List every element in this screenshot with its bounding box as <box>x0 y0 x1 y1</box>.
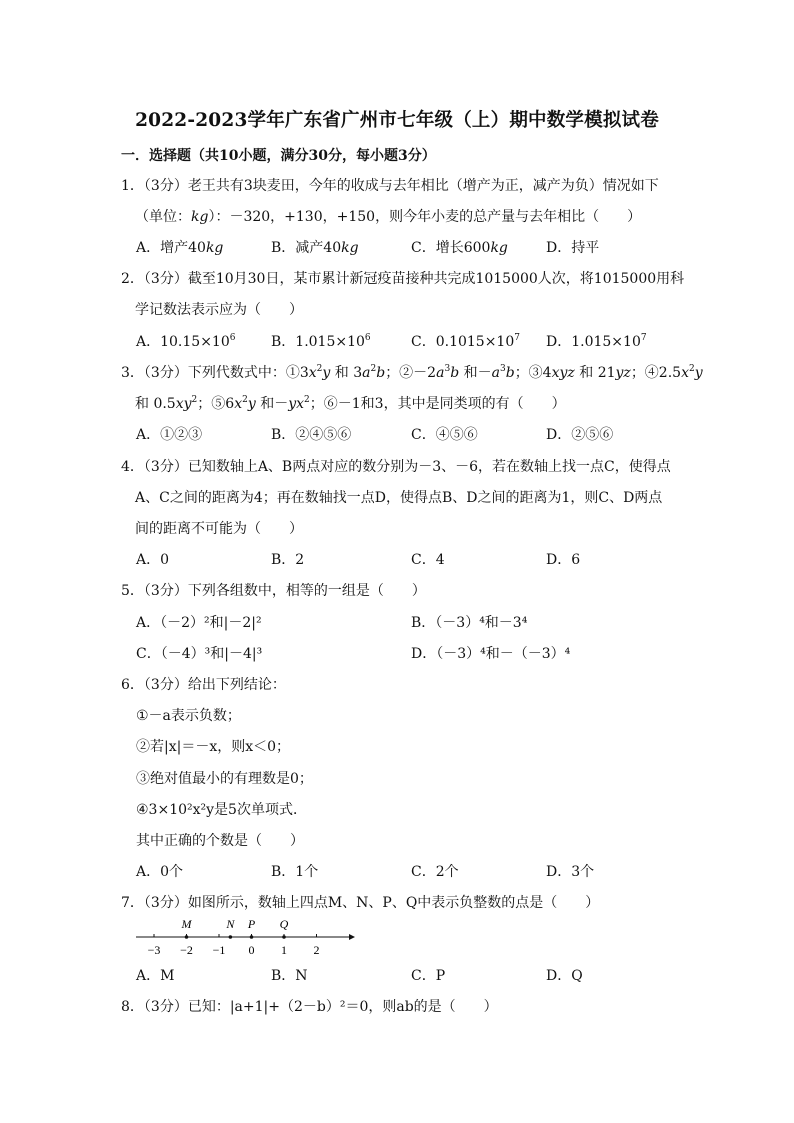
q6-statement-3: ③绝对值最小的有理数是0； <box>136 771 313 787</box>
q1-line1: 1．（3分）老王共有3块麦田，今年的收成与去年相比（增产为正，减产为负）情况如下 <box>121 178 659 194</box>
axis-tick-label: −1 <box>212 943 226 957</box>
q3-line1: 3．（3分）下列代数式中：$①3x^2y$ 和 $3a^2b$；$②-2a^3b$ 和$-a^3b$；③4xyz 和 21yz；$④2.5x^2y$ <box>121 364 703 381</box>
q5-option-d[interactable]: D．（－3）⁴和－（－3）⁴ <box>411 646 571 662</box>
q4-option-d[interactable]: D．6 <box>546 552 581 568</box>
q6-option-d[interactable]: D．3个 <box>546 864 595 880</box>
q7-line1: 7．（3分）如图所示，数轴上四点M、N、P、Q中表示负整数的点是（ ） <box>121 895 600 911</box>
q6-line1: 6．（3分）给出下列结论： <box>121 677 286 693</box>
q2-line2: 学记数法表示应为（ ） <box>135 302 303 318</box>
q2-option-a[interactable]: A．$10.15\times 10^6$ <box>136 333 236 350</box>
point-label-n: N <box>226 917 235 931</box>
q5-line1: 5．（3分）下列各组数中，相等的一组是（ ） <box>121 583 426 599</box>
point-m <box>185 935 189 939</box>
point-q <box>282 935 286 939</box>
q4-line2: A、C之间的距离为4；再在数轴找一点D，使得点B、D之间的距离为1，则C、D两点 <box>135 490 663 506</box>
q8-line1: 8．（3分）已知：|a+1|+（2－b）²＝0，则ab的是（ ） <box>121 999 498 1015</box>
q3-line2: 和 $0.5xy^2$；$⑤6x^2y$ 和$-yx^2$；⑥－1和3，其中是同类项的有（ ） <box>135 395 566 412</box>
q3-option-d[interactable]: D．②⑤⑥ <box>546 427 614 443</box>
q6-statement-2: ②若|x|＝－x，则x＜0； <box>136 739 291 755</box>
point-label-q: Q <box>279 917 289 931</box>
q6-statement-4: ④3×10²x²y是5次单项式． <box>136 802 307 818</box>
q2-line1: 2．（3分）截至10月30日，某市累计新冠疫苗接种共完成1015000人次，将1015000用科 <box>121 271 685 287</box>
point-label-p: P <box>247 917 256 931</box>
q4-option-c[interactable]: C．4 <box>411 552 445 568</box>
axis-tick-label: 0 <box>248 943 255 957</box>
point-p <box>250 935 254 939</box>
axis-tick-label: −2 <box>180 943 193 957</box>
q1-option-c[interactable]: C．增长600kg <box>411 240 508 256</box>
point-label-m: M <box>181 917 192 931</box>
q4-option-a[interactable]: A．0 <box>136 552 170 568</box>
point-n <box>229 935 233 939</box>
q7-option-a[interactable]: A．M <box>136 968 175 984</box>
q3-option-b[interactable]: B．②④⑤⑥ <box>271 427 352 443</box>
q6-option-a[interactable]: A．0个 <box>136 864 184 880</box>
q6-line2: 其中正确的个数是（ ） <box>136 833 304 849</box>
q2-option-c[interactable]: C．$0.1015\times 10^7$ <box>411 333 520 350</box>
axis-tick-label: −3 <box>147 943 161 957</box>
page-title: 2022-2023学年广东省广州市七年级（上）期中数学模拟试卷 <box>135 110 659 131</box>
q2-option-b[interactable]: B．$1.015\times 10^6$ <box>271 333 371 350</box>
q1-option-d[interactable]: D．持平 <box>546 240 600 256</box>
q6-option-b[interactable]: B．1个 <box>271 864 319 880</box>
q7-option-b[interactable]: B．N <box>271 968 308 984</box>
q6-option-c[interactable]: C．2个 <box>411 864 459 880</box>
q3-option-c[interactable]: C．④⑤⑥ <box>411 427 478 443</box>
q3-option-a[interactable]: A．①②③ <box>136 427 203 443</box>
q1-option-a[interactable]: A．增产40kg <box>136 240 224 256</box>
q1-line2: （单位：kg）：－320，+130，+150，则今年小麦的总产量与去年相比（ ） <box>135 209 642 225</box>
q4-line3: 间的距离不可能为（ ） <box>135 521 303 537</box>
q5-option-b[interactable]: B．（－3）⁴和－3⁴ <box>411 615 528 631</box>
q5-option-c[interactable]: C．（－4）³和|－4|³ <box>136 646 263 662</box>
q5-option-a[interactable]: A．（－2）²和|－2|² <box>136 615 262 631</box>
q1-option-b[interactable]: B．减产40kg <box>271 240 359 256</box>
q7-option-d[interactable]: D．Q <box>546 968 583 984</box>
q4-line1: 4．（3分）已知数轴上A、B两点对应的数分别为－3、－6，若在数轴上找一点C，使得点 <box>121 459 671 475</box>
section-heading: 一．选择题（共10小题，满分30分，每小题3分） <box>121 148 436 164</box>
q7-option-c[interactable]: C．P <box>411 968 446 984</box>
q6-statement-1: ①－a表示负数； <box>136 708 241 724</box>
q4-option-b[interactable]: B．2 <box>271 552 305 568</box>
number-line-diagram <box>136 915 360 957</box>
axis-tick-label: 1 <box>281 943 287 957</box>
q2-option-d[interactable]: D．$1.015\times 10^7$ <box>546 333 647 350</box>
axis-tick-label: 2 <box>313 943 320 957</box>
